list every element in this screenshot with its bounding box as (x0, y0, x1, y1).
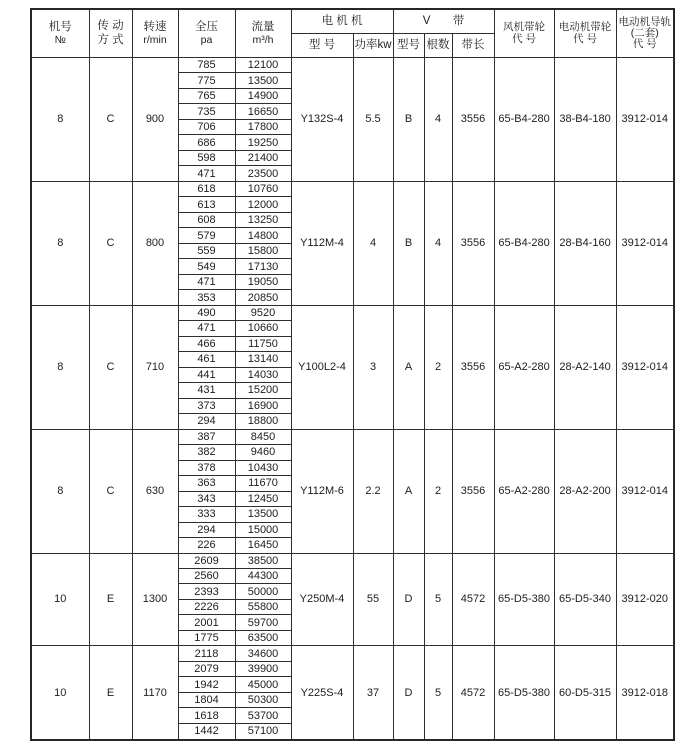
pressure-cell: 382 (178, 445, 235, 460)
belt-count-cell: 2 (424, 305, 452, 429)
pressure-cell: 1775 (178, 630, 235, 645)
pressure-cell: 333 (178, 507, 235, 522)
header-vbelt-count: 根数 (424, 34, 452, 58)
belt-count-cell: 5 (424, 553, 452, 646)
pressure-cell: 1942 (178, 677, 235, 692)
flow-cell: 50300 (235, 692, 291, 707)
fan-pulley-cell: 65-A2-280 (494, 429, 554, 553)
pressure-cell: 461 (178, 352, 235, 367)
flow-cell: 59700 (235, 615, 291, 630)
speed-cell: 710 (132, 305, 178, 429)
belt-model-cell: D (393, 646, 424, 740)
belt-length-cell: 3556 (452, 305, 494, 429)
motor-power-cell: 37 (353, 646, 393, 740)
pressure-cell: 608 (178, 212, 235, 227)
flow-cell: 15800 (235, 243, 291, 258)
flow-cell: 38500 (235, 553, 291, 568)
header-speed-unit: r/min (143, 33, 167, 46)
flow-cell: 34600 (235, 646, 291, 661)
belt-model-cell: B (393, 58, 424, 182)
motor-power-cell: 4 (353, 181, 393, 305)
flow-cell: 10660 (235, 321, 291, 336)
machine-no-cell: 8 (31, 181, 89, 305)
flow-cell: 39900 (235, 661, 291, 676)
machine-no-cell: 8 (31, 305, 89, 429)
flow-cell: 50000 (235, 584, 291, 599)
machine-no-cell: 10 (31, 553, 89, 646)
rail-code-cell: 3912-020 (616, 553, 674, 646)
table-row (31, 58, 674, 73)
fan-pulley-cell: 65-B4-280 (494, 181, 554, 305)
header-pressure-label: 全压 (195, 20, 218, 33)
pressure-cell: 579 (178, 228, 235, 243)
table-row (31, 646, 674, 661)
flow-cell: 14800 (235, 228, 291, 243)
flow-cell: 17800 (235, 119, 291, 134)
pressure-cell: 471 (178, 321, 235, 336)
flow-cell: 44300 (235, 568, 291, 583)
flow-cell: 10760 (235, 181, 291, 196)
flow-cell: 16450 (235, 538, 291, 553)
pressure-cell: 706 (178, 119, 235, 134)
table-header (31, 9, 674, 58)
header-rail-label: 电动机导轨 (618, 15, 672, 28)
header-rail (616, 9, 674, 58)
fan-pulley-cell: 65-D5-380 (494, 646, 554, 740)
header-motor-pulley-label: 电动机带轮 (558, 21, 612, 34)
pressure-cell: 294 (178, 522, 235, 537)
fan-pulley-cell: 65-B4-280 (494, 58, 554, 182)
motor-pulley-cell: 60-D5-315 (554, 646, 616, 740)
pressure-cell: 613 (178, 197, 235, 212)
belt-length-cell: 3556 (452, 181, 494, 305)
pressure-cell: 765 (178, 88, 235, 103)
pressure-cell: 775 (178, 73, 235, 88)
header-vbelt-model: 型号 (393, 34, 424, 58)
belt-length-cell: 4572 (452, 553, 494, 646)
header-pressure (178, 9, 235, 58)
flow-cell: 13500 (235, 507, 291, 522)
flow-cell: 12000 (235, 197, 291, 212)
drive-cell: C (89, 58, 132, 182)
header-motor-model: 型 号 (291, 34, 353, 58)
flow-cell: 12450 (235, 491, 291, 506)
header-drive-label2: 方 式 (97, 33, 124, 46)
rail-code-cell: 3912-014 (616, 429, 674, 553)
header-machine-no (31, 9, 89, 58)
pressure-cell: 1442 (178, 723, 235, 740)
pressure-cell: 471 (178, 166, 235, 181)
machine-no-cell: 8 (31, 429, 89, 553)
table-row (31, 429, 674, 444)
table-row (31, 553, 674, 568)
fan-pulley-cell: 65-A2-280 (494, 305, 554, 429)
pressure-cell: 2079 (178, 661, 235, 676)
pressure-cell: 441 (178, 367, 235, 382)
header-drive (89, 9, 132, 58)
flow-cell: 15000 (235, 522, 291, 537)
flow-cell: 11750 (235, 336, 291, 351)
speed-cell: 1300 (132, 553, 178, 646)
drive-cell: E (89, 553, 132, 646)
flow-cell: 8450 (235, 429, 291, 444)
speed-cell: 1170 (132, 646, 178, 740)
pressure-cell: 2001 (178, 615, 235, 630)
table-row (31, 181, 674, 196)
motor-model-cell: Y132S-4 (291, 58, 353, 182)
header-flow (235, 9, 291, 58)
pressure-cell: 2609 (178, 553, 235, 568)
rail-code-cell: 3912-014 (616, 305, 674, 429)
header-motor-pulley-code: 代 号 (573, 32, 597, 45)
pressure-cell: 466 (178, 336, 235, 351)
flow-cell: 13250 (235, 212, 291, 227)
motor-model-cell: Y250M-4 (291, 553, 353, 646)
flow-cell: 57100 (235, 723, 291, 740)
pressure-cell: 226 (178, 538, 235, 553)
table-row (31, 305, 674, 320)
pressure-cell: 490 (178, 305, 235, 320)
header-rail-sets: (二套) (630, 26, 659, 39)
flow-cell: 21400 (235, 150, 291, 165)
fan-spec-table (30, 8, 675, 741)
header-motor-group: 电 机 机 (291, 9, 393, 34)
header-vbelt-group-v: V (422, 14, 431, 27)
pressure-cell: 2393 (178, 584, 235, 599)
motor-power-cell: 2.2 (353, 429, 393, 553)
pressure-cell: 363 (178, 476, 235, 491)
table-body (31, 58, 674, 741)
flow-cell: 63500 (235, 630, 291, 645)
pressure-cell: 686 (178, 135, 235, 150)
pressure-cell: 785 (178, 58, 235, 73)
belt-model-cell: A (393, 429, 424, 553)
pressure-cell: 294 (178, 414, 235, 429)
belt-length-cell: 3556 (452, 429, 494, 553)
belt-length-cell: 4572 (452, 646, 494, 740)
header-machine-no-label: 机号 (48, 20, 72, 33)
machine-no-cell: 8 (31, 58, 89, 182)
flow-cell: 23500 (235, 166, 291, 181)
flow-cell: 14030 (235, 367, 291, 382)
speed-cell: 800 (132, 181, 178, 305)
drive-cell: E (89, 646, 132, 740)
header-fan-pulley-code: 代 号 (512, 32, 536, 45)
pressure-cell: 471 (178, 274, 235, 289)
motor-power-cell: 5.5 (353, 58, 393, 182)
motor-power-cell: 55 (353, 553, 393, 646)
flow-cell: 9460 (235, 445, 291, 460)
pressure-cell: 343 (178, 491, 235, 506)
header-vbelt-group-dai: 带 (452, 14, 465, 27)
flow-cell: 17130 (235, 259, 291, 274)
motor-pulley-cell: 28-A2-200 (554, 429, 616, 553)
pressure-cell: 549 (178, 259, 235, 274)
pressure-cell: 2560 (178, 568, 235, 583)
flow-cell: 19250 (235, 135, 291, 150)
belt-model-cell: D (393, 553, 424, 646)
pressure-cell: 559 (178, 243, 235, 258)
header-drive-label1: 传 动 (97, 19, 124, 32)
motor-model-cell: Y225S-4 (291, 646, 353, 740)
machine-no-cell: 10 (31, 646, 89, 740)
speed-cell: 900 (132, 58, 178, 182)
motor-power-cell: 3 (353, 305, 393, 429)
flow-cell: 53700 (235, 708, 291, 723)
flow-cell: 16900 (235, 398, 291, 413)
header-motor-power: 功率kw (353, 34, 393, 58)
belt-count-cell: 4 (424, 181, 452, 305)
header-flow-label: 流量 (251, 20, 275, 33)
rail-code-cell: 3912-018 (616, 646, 674, 740)
pressure-cell: 735 (178, 104, 235, 119)
pressure-cell: 1618 (178, 708, 235, 723)
header-machine-no-unit: № (54, 33, 66, 46)
belt-count-cell: 5 (424, 646, 452, 740)
drive-cell: C (89, 181, 132, 305)
flow-cell: 13500 (235, 73, 291, 88)
flow-cell: 55800 (235, 599, 291, 614)
pressure-cell: 353 (178, 290, 235, 305)
motor-pulley-cell: 28-A2-140 (554, 305, 616, 429)
flow-cell: 15200 (235, 383, 291, 398)
belt-model-cell: A (393, 305, 424, 429)
flow-cell: 16650 (235, 104, 291, 119)
flow-cell: 12100 (235, 58, 291, 73)
pressure-cell: 373 (178, 398, 235, 413)
belt-count-cell: 4 (424, 58, 452, 182)
header-fan-pulley-label: 风机带轮 (503, 21, 546, 34)
pressure-cell: 387 (178, 429, 235, 444)
header-flow-unit: m³/h (252, 33, 274, 46)
flow-cell: 19050 (235, 274, 291, 289)
belt-count-cell: 2 (424, 429, 452, 553)
pressure-cell: 1804 (178, 692, 235, 707)
pressure-cell: 598 (178, 150, 235, 165)
header-speed (132, 9, 178, 58)
flow-cell: 11670 (235, 476, 291, 491)
motor-model-cell: Y100L2-4 (291, 305, 353, 429)
pressure-cell: 431 (178, 383, 235, 398)
header-speed-label: 转速 (143, 20, 167, 33)
belt-length-cell: 3556 (452, 58, 494, 182)
motor-model-cell: Y112M-4 (291, 181, 353, 305)
pressure-cell: 378 (178, 460, 235, 475)
motor-pulley-cell: 28-B4-160 (554, 181, 616, 305)
motor-model-cell: Y112M-6 (291, 429, 353, 553)
flow-cell: 20850 (235, 290, 291, 305)
flow-cell: 10430 (235, 460, 291, 475)
motor-pulley-cell: 65-D5-340 (554, 553, 616, 646)
fan-pulley-cell: 65-D5-380 (494, 553, 554, 646)
flow-cell: 14900 (235, 88, 291, 103)
flow-cell: 13140 (235, 352, 291, 367)
flow-cell: 9520 (235, 305, 291, 320)
rail-code-cell: 3912-014 (616, 181, 674, 305)
speed-cell: 630 (132, 429, 178, 553)
rail-code-cell: 3912-014 (616, 58, 674, 182)
pressure-cell: 2226 (178, 599, 235, 614)
header-motor-pulley (554, 9, 616, 58)
pressure-cell: 2118 (178, 646, 235, 661)
drive-cell: C (89, 305, 132, 429)
flow-cell: 18800 (235, 414, 291, 429)
header-vbelt-group (393, 9, 494, 34)
header-fan-pulley (494, 9, 554, 58)
motor-pulley-cell: 38-B4-180 (554, 58, 616, 182)
header-vbelt-length: 带长 (452, 34, 494, 58)
drive-cell: C (89, 429, 132, 553)
belt-model-cell: B (393, 181, 424, 305)
flow-cell: 45000 (235, 677, 291, 692)
header-pressure-unit: pa (200, 33, 213, 46)
pressure-cell: 618 (178, 181, 235, 196)
header-rail-code: 代 号 (632, 38, 657, 50)
